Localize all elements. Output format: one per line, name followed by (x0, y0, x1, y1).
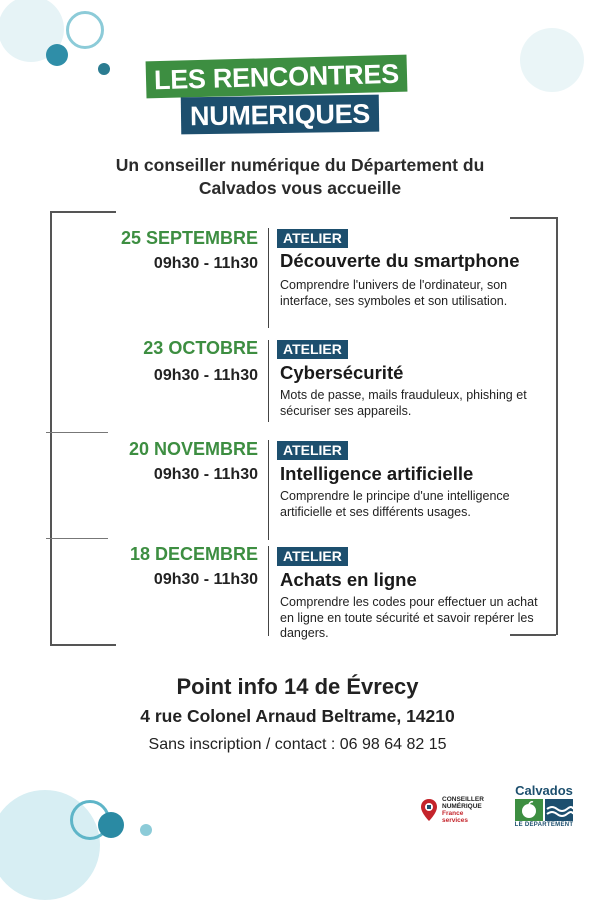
session-title: Découverte du smartphone (280, 250, 520, 271)
session-description: Comprendre les codes pour effectuer un achat en ligne en toute sécurité et savoir repérer les dangers. (280, 595, 538, 640)
session-badge: ATELIER (277, 547, 348, 566)
frame-right-line (556, 217, 558, 635)
decor-circle-dot (98, 63, 110, 75)
subtitle-line-1: Un conseiller numérique du Département du (115, 155, 485, 175)
venue-name: Point info 14 de Évrecy (176, 674, 419, 699)
session-divider (268, 228, 269, 328)
decor-circle-teal (46, 44, 68, 66)
cn-line-4: services (442, 817, 469, 824)
session-title: Intelligence artificielle (280, 463, 474, 484)
cn-line-3: France (442, 810, 464, 817)
venue-contact: Sans inscription / contact : 06 98 64 82 15 (148, 736, 447, 753)
session-separator (46, 538, 108, 539)
apple-icon (515, 799, 543, 821)
session-divider (268, 340, 269, 422)
frame-left-line (50, 211, 53, 644)
frame-bottom-line (50, 644, 116, 646)
session-badge: ATELIER (277, 340, 348, 359)
title-line-1: LES RENCONTRES (146, 55, 408, 99)
calvados-logo (509, 784, 579, 834)
session-time: 09h30 - 11h30 (153, 571, 258, 588)
session-date: 25 SEPTEMBRE (120, 228, 258, 248)
location-pin-icon (420, 798, 438, 822)
session-title: Cybersécurité (280, 362, 404, 383)
conseiller-numerique-logo (420, 790, 502, 830)
calvados-name: Calvados (515, 783, 573, 798)
session-date: 18 DECEMBRE (129, 544, 258, 564)
session-time: 09h30 - 11h30 (153, 466, 258, 483)
wave-icon (545, 799, 573, 821)
decor-circle-light-right (520, 28, 584, 92)
session-divider (268, 546, 269, 636)
cn-line-2: NUMÉRIQUE (442, 803, 482, 810)
session-date: 23 OCTOBRE (143, 338, 258, 358)
subtitle-line-2: Calvados vous accueille (198, 178, 402, 198)
subtitle (60, 154, 540, 200)
calvados-emblem (509, 799, 579, 821)
calvados-department: LE DÉPARTEMENT (514, 822, 574, 828)
session-badge: ATELIER (277, 441, 348, 460)
session-description: Comprendre le principe d'une intelligence artificielle et ses différents usages. (280, 489, 510, 519)
cn-line-1: CONSEILLER (442, 796, 484, 803)
frame-right-top-line (510, 217, 556, 219)
title-line-2: NUMERIQUES (181, 95, 380, 135)
session-time: 09h30 - 11h30 (153, 255, 258, 272)
session-date: 20 NOVEMBRE (128, 439, 258, 459)
session-divider (268, 440, 269, 540)
decor-circle-ring (66, 11, 104, 49)
decor-circle-bottom-teal (98, 812, 124, 838)
venue-address: 4 rue Colonel Arnaud Beltrame, 14210 (140, 706, 455, 726)
session-description: Comprendre l'univers de l'ordinateur, son interface, ses symboles et son utilisation. (280, 278, 508, 308)
session-time: 09h30 - 11h30 (153, 367, 258, 384)
frame-top-line (50, 211, 116, 213)
session-badge: ATELIER (277, 229, 348, 248)
session-description: Mots de passe, mails frauduleux, phishing et sécuriser ses appareils. (280, 388, 527, 418)
conseiller-numerique-text (442, 796, 484, 824)
session-title: Achats en ligne (280, 569, 417, 590)
session-separator (46, 432, 108, 433)
decor-circle-bottom-dot (140, 824, 152, 836)
